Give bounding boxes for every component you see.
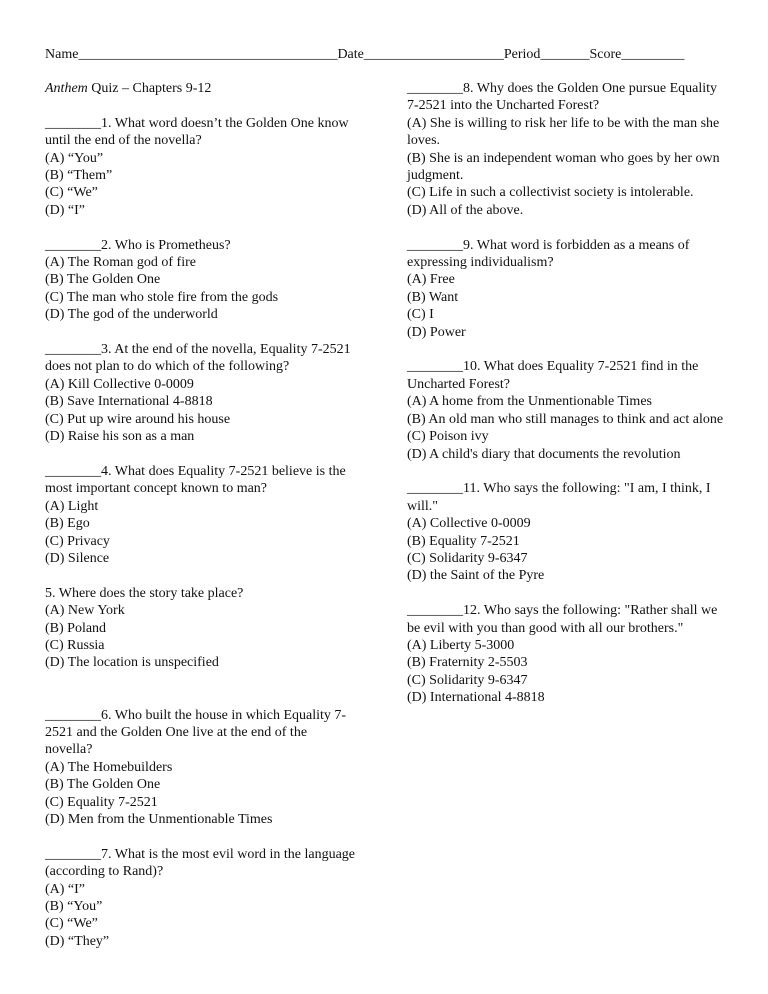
question-block: [407, 237, 725, 341]
answer-option: (B) Equality 7-2521: [407, 533, 520, 549]
answer-option: (A) She is willing to risk her life to be with the man she loves.: [407, 115, 720, 149]
left-column: [45, 80, 357, 968]
answer-option: (D) Raise his son as a man: [45, 429, 195, 445]
date-blank[interactable]: ____________________: [363, 47, 504, 62]
question-block: [407, 480, 725, 584]
quiz-title: [45, 80, 357, 97]
answer-option: (A) The Homebuilders: [45, 759, 173, 775]
question-text: ________10. What does Equality 7-2521 find in the Uncharted Forest?: [407, 359, 699, 392]
question-text: ________6. Who built the house in which Equality 7-2521 and the Golden One live at the end of the novella?: [45, 707, 347, 758]
answer-option: (B) Want: [407, 289, 459, 305]
answer-option: (A) “You”: [45, 150, 104, 166]
question-block: [45, 237, 357, 324]
answer-option: (B) Ego: [45, 516, 90, 532]
question-text: ________12. Who says the following: "Rather shall we be evil with you than good with all our brothers.": [407, 603, 718, 636]
answer-option: (D) “They”: [45, 933, 110, 949]
answer-option: (A) Free: [407, 272, 455, 288]
answer-option: (D) “I”: [45, 202, 86, 218]
answer-option: (A) Collective 0-0009: [407, 516, 531, 532]
answer-option: (A) A home from the Unmentionable Times: [407, 394, 652, 410]
question-block: [407, 80, 725, 219]
answer-option: (C) The man who stole fire from the gods: [45, 289, 279, 305]
answer-option: (D) International 4-8818: [407, 690, 545, 706]
question-text: ________7. What is the most evil word in the language (according to Rand)?: [45, 846, 356, 880]
question-block: [45, 463, 357, 567]
quiz-title-rest: Quiz – Chapters 9-12: [87, 81, 212, 96]
question-block: [407, 602, 725, 706]
answer-option: (B) “Them”: [45, 168, 113, 184]
answer-option: (A) Kill Collective 0-0009: [45, 376, 194, 392]
left-question-list: [45, 115, 357, 950]
answer-option: (C) “We”: [45, 916, 98, 932]
answer-option: (B) Poland: [45, 620, 107, 636]
score-label: Score: [589, 47, 622, 62]
answer-option: (B) The Golden One: [45, 777, 161, 793]
answer-option: (D) All of the above.: [407, 202, 524, 218]
answer-option: (D) The location is unspecified: [45, 655, 219, 671]
question-text: ________1. What word doesn’t the Golden One know until the end of the novella?: [45, 115, 349, 149]
period-blank[interactable]: _______: [540, 47, 590, 62]
answer-option: (A) Light: [45, 498, 99, 514]
answer-option: (A) “I”: [45, 881, 86, 897]
answer-option: (B) She is an independent woman who goes by her own judgment.: [407, 150, 720, 184]
answer-option: (B) Fraternity 2-5503: [407, 655, 528, 671]
answer-option: (B) “You”: [45, 898, 103, 914]
answer-option: (C) Equality 7-2521: [45, 794, 158, 810]
answer-option: (D) Men from the Unmentionable Times: [45, 811, 273, 827]
quiz-title-book: Anthem: [45, 81, 88, 96]
answer-option: (C) Put up wire around his house: [45, 411, 231, 427]
date-label: Date: [337, 47, 364, 62]
answer-option: (D) Power: [407, 324, 466, 340]
answer-option: (C) I: [407, 307, 434, 323]
question-text: ________4. What does Equality 7-2521 believe is the most important concept known to man?: [45, 463, 346, 497]
answer-option: (A) Liberty 5-3000: [407, 637, 515, 653]
right-column: [407, 80, 725, 724]
question-text: ________8. Why does the Golden One pursue Equality 7-2521 into the Uncharted Forest?: [407, 81, 718, 114]
answer-option: (D) The god of the underworld: [45, 307, 218, 323]
answer-option: (C) Life in such a collectivist society is intolerable.: [407, 185, 694, 201]
answer-option: (D) Silence: [45, 550, 110, 566]
question-block: [45, 341, 357, 445]
answer-option: (B) The Golden One: [45, 272, 161, 288]
question-block: [45, 707, 357, 829]
answer-option: (D) the Saint of the Pyre: [407, 568, 545, 584]
question-text: ________3. At the end of the novella, Equality 7-2521 does not plan to do which of the following?: [45, 342, 351, 375]
answer-option: (B) An old man who still manages to think and act alone: [407, 411, 724, 427]
answer-option: (C) Poison ivy: [407, 429, 489, 445]
answer-option: (A) The Roman god of fire: [45, 255, 196, 271]
name-label: Name: [45, 47, 79, 62]
score-blank[interactable]: _________: [621, 47, 685, 62]
answer-option: (C) “We”: [45, 185, 98, 201]
question-text: ________9. What word is forbidden as a means of expressing individualism?: [407, 237, 690, 271]
question-text: ________2. Who is Prometheus?: [45, 237, 231, 253]
question-block: [45, 115, 357, 219]
answer-option: (A) New York: [45, 603, 125, 619]
answer-option: (C) Privacy: [45, 533, 110, 549]
answer-option: (D) A child's diary that documents the revolution: [407, 446, 681, 462]
question-block: [45, 846, 357, 950]
right-question-list: [407, 80, 725, 707]
answer-option: (C) Russia: [45, 637, 105, 653]
name-date-period-score-header: [45, 46, 735, 63]
question-block: [45, 585, 357, 672]
period-label: Period: [503, 47, 541, 62]
question-text: 5. Where does the story take place?: [45, 585, 244, 601]
answer-option: (C) Solidarity 9-6347: [407, 672, 528, 688]
name-blank[interactable]: _____________________________________: [78, 47, 338, 62]
question-block: [407, 358, 725, 462]
question-text: ________11. Who says the following: "I am, I think, I will.": [407, 481, 711, 514]
answer-option: (C) Solidarity 9-6347: [407, 550, 528, 566]
answer-option: (B) Save International 4-8818: [45, 394, 213, 410]
